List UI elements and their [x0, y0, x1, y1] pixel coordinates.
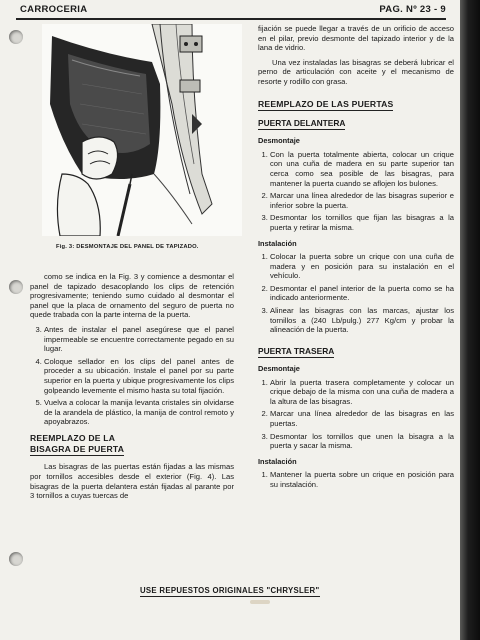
- front-desmontaje-steps: [258, 150, 454, 233]
- page-footer: [140, 586, 390, 597]
- page-number: PAG. Nº 23 - 9: [379, 4, 446, 15]
- right-column: [258, 24, 454, 495]
- figure-caption: Fig. 3: DESMONTAJE DEL PANEL DE TAPIZADO.: [56, 244, 199, 250]
- hinge-section-title: [30, 433, 234, 457]
- access-paragraph: fijación se puede llegar a través de un orificio de acceso en el pilar, previo desmonte del tapizado interior y de la lana de vidrio.: [258, 24, 454, 53]
- list-item: 2. Marcar una línea alrededor de las bisagras en las puertas.: [270, 409, 454, 428]
- rear-instalacion-title: Instalación: [258, 456, 297, 466]
- hinge-section-title-line2: BISAGRA DE PUERTA: [30, 444, 124, 457]
- list-item: 3. Alinear las bisagras con las marcas, ajustar los tornillos a (240 Lb/pulg.) 277 Kg/cm y probar la alineación de la puerta.: [270, 306, 454, 335]
- hinge-section-title-line1: REEMPLAZO DE LA: [30, 432, 116, 443]
- front-desmontaje-title: Desmontaje: [258, 136, 300, 146]
- door-panel-illustration: [42, 24, 242, 236]
- panel-install-steps: [30, 325, 234, 427]
- front-instalacion-title: Instalación: [258, 238, 297, 248]
- rear-desmontaje-steps: [258, 378, 454, 451]
- list-item: 4. Coloque sellador en los clips del panel antes de proceder a su ubicación. Instale el panel por su parte superior en la puerta y ubique progresivamente los clips golpeando levemente el mismo hasta su total fijación.: [44, 357, 234, 395]
- binder-hole-middle: [9, 280, 23, 294]
- header-rule: [16, 18, 446, 20]
- left-column: [30, 272, 234, 506]
- rear-door-title: PUERTA TRASERA: [258, 347, 454, 358]
- smudge-mark: [250, 600, 270, 604]
- front-instalacion-steps: [258, 252, 454, 335]
- list-item: 3. Antes de instalar el panel asegúrese que el panel impermeable se encuentre correctamente pegado en su lugar.: [44, 325, 234, 354]
- list-item: 3. Desmontar los tornillos que unen la bisagra a la puerta y sacar la misma.: [270, 432, 454, 451]
- list-item: 1. Colocar la puerta sobre un crique con una cuña de madera y en posición para su instalación en el vehículo.: [270, 252, 454, 281]
- list-item: 1. Con la puerta totalmente abierta, colocar un crique con una cuña de madera en su parte superior tan cerca como sea posible de las bisagras, para mantener la puerta cuando se aflojen los bulones.: [270, 150, 454, 188]
- rear-instalacion-steps: [258, 470, 454, 489]
- hinge-paragraph: Las bisagras de las puertas están fijadas a las mismas por tornillos accesibles desde el exterior (Fig. 4). Las bisagras de la puerta delantera están fijadas al parante por 3 tornillos a cuyas tuercas de: [30, 462, 234, 501]
- binder-hole-top: [9, 30, 23, 44]
- rear-desmontaje-title: Desmontaje: [258, 363, 300, 373]
- list-item: 1. Abrir la puerta trasera completamente y colocar un crique debajo de la misma con una cuña de madera a la altura de las bisagras.: [270, 378, 454, 407]
- list-item: 2. Marcar una línea alrededor de las bisagras superior e inferior sobre la puerta.: [270, 191, 454, 210]
- door-panel-drawing: [42, 24, 242, 236]
- list-item: 5. Vuelva a colocar la manija levanta cristales sin olvidarse de la arandela de plástico, la manija de control remoto y apoyabrazos.: [44, 398, 234, 427]
- footer-text: USE REPUESTOS ORIGINALES "CHRYSLER": [140, 586, 320, 595]
- list-item: 2. Desmontar el panel interior de la puerta como se ha indicado anteriormente.: [270, 284, 454, 303]
- scan-edge-shadow: [460, 0, 480, 640]
- doors-section-title: REEMPLAZO DE LAS PUERTAS: [258, 99, 454, 112]
- section-name: CARROCERIA: [20, 4, 88, 15]
- page-header: [20, 4, 446, 18]
- binder-hole-bottom: [9, 552, 23, 566]
- lubrication-paragraph: Una vez instaladas las bisagras se deberá lubricar el perno de articulación con aceite y el mecanismo de resorte y rodillo con grasa.: [258, 57, 454, 86]
- front-door-title: PUERTA DELANTERA: [258, 119, 454, 130]
- list-item: 3. Desmontar los tornillos que fijan las bisagras a la puerta y retirar la misma.: [270, 213, 454, 232]
- list-item: 1. Mantener la puerta sobre un crique en posición para su instalación.: [270, 470, 454, 489]
- intro-paragraph: como se indica en la Fig. 3 y comience a desmontar el panel de tapizado desacoplando los clips de retención progresivamente; teniendo sumo cuidado al desmontar el panel que la placa de ornamento del seguro de puerta no quede trabada con la parte interna de la puerta.: [30, 272, 234, 320]
